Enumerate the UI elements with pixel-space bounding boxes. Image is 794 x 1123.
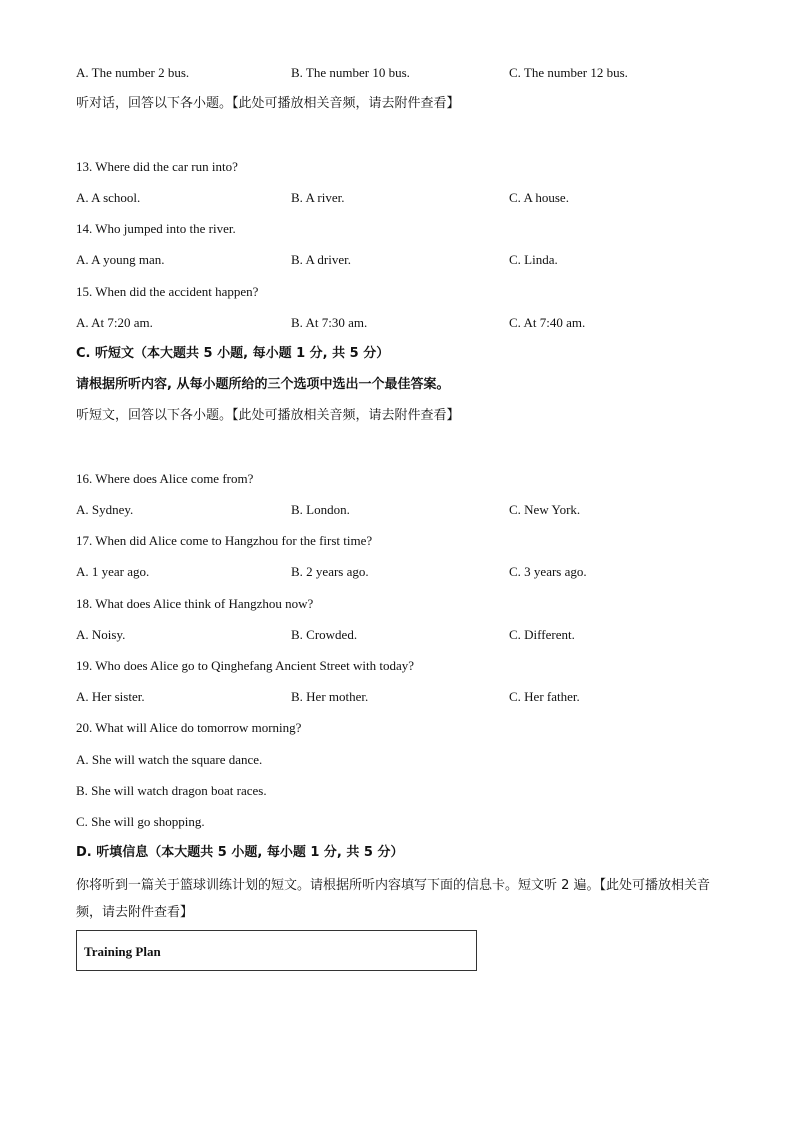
- q13-option-c: C. A house.: [509, 190, 569, 205]
- question-14: 14. Who jumped into the river.: [76, 221, 236, 236]
- q20-option-c: C. She will go shopping.: [76, 814, 205, 829]
- q18-option-a: A. Noisy.: [76, 627, 126, 642]
- q15-option-c: C. At 7:40 am.: [509, 315, 586, 330]
- q17-option-b: B. 2 years ago.: [291, 564, 369, 579]
- q12-option-b: B. The number 10 bus.: [291, 65, 410, 80]
- q12-option-c: C. The number 12 bus.: [509, 65, 628, 80]
- question-16: 16. Where does Alice come from?: [76, 471, 254, 486]
- question-19: 19. Who does Alice go to Qinghefang Ancient Street with today?: [76, 658, 415, 673]
- q14-option-b: B. A driver.: [291, 252, 351, 267]
- q14-option-c: C. Linda.: [509, 252, 558, 267]
- question-15: 15. When did the accident happen?: [76, 284, 259, 299]
- question-18: 18. What does Alice think of Hangzhou now?: [76, 596, 314, 611]
- q12-option-a: A. The number 2 bus.: [76, 65, 190, 80]
- q14-option-a: A. A young man.: [76, 252, 165, 267]
- q18-option-c: C. Different.: [509, 627, 575, 642]
- q15-option-a: A. At 7:20 am.: [76, 315, 153, 330]
- audio-note-dialogue: 听对话，回答以下各小题。【此处可播放相关音频，请去附件查看】: [76, 96, 460, 111]
- q19-option-b: B. Her mother.: [291, 689, 369, 704]
- question-20: 20. What will Alice do tomorrow morning?: [76, 720, 302, 735]
- q16-option-c: C. New York.: [509, 502, 581, 517]
- audio-note-passage: 听短文，回答以下各小题。【此处可播放相关音频，请去附件查看】: [76, 408, 460, 423]
- q20-option-b: B. She will watch dragon boat races.: [76, 783, 267, 798]
- q17-option-a: A. 1 year ago.: [76, 564, 150, 579]
- q18-option-b: B. Crowded.: [291, 627, 358, 642]
- training-plan-title: Training Plan: [84, 944, 161, 959]
- question-17: 17. When did Alice come to Hangzhou for the first time?: [76, 533, 373, 548]
- section-d-title: D. 听填信息（本大题共 5 小题, 每小题 1 分, 共 5 分）: [76, 845, 404, 860]
- q20-option-a: A. She will watch the square dance.: [76, 752, 263, 767]
- question-13: 13. Where did the car run into?: [76, 159, 238, 174]
- q16-option-b: B. London.: [291, 502, 350, 517]
- training-plan-card: [76, 930, 477, 971]
- section-c-instruction: 请根据所听内容, 从每小题所给的三个选项中选出一个最佳答案。: [76, 377, 450, 392]
- section-c-title: C. 听短文（本大题共 5 小题, 每小题 1 分, 共 5 分）: [76, 346, 390, 361]
- q16-option-a: A. Sydney.: [76, 502, 134, 517]
- q17-option-c: C. 3 years ago.: [509, 564, 587, 579]
- q19-option-c: C. Her father.: [509, 689, 580, 704]
- section-d-instruction: 你将听到一篇关于篮球训练计划的短文。请根据所听内容填写下面的信息卡。短文听 2 遍。【此处可播放相关音频，请去附件查看】: [76, 878, 711, 920]
- q19-option-a: A. Her sister.: [76, 689, 145, 704]
- q15-option-b: B. At 7:30 am.: [291, 315, 368, 330]
- q13-option-a: A. A school.: [76, 190, 141, 205]
- q13-option-b: B. A river.: [291, 190, 345, 205]
